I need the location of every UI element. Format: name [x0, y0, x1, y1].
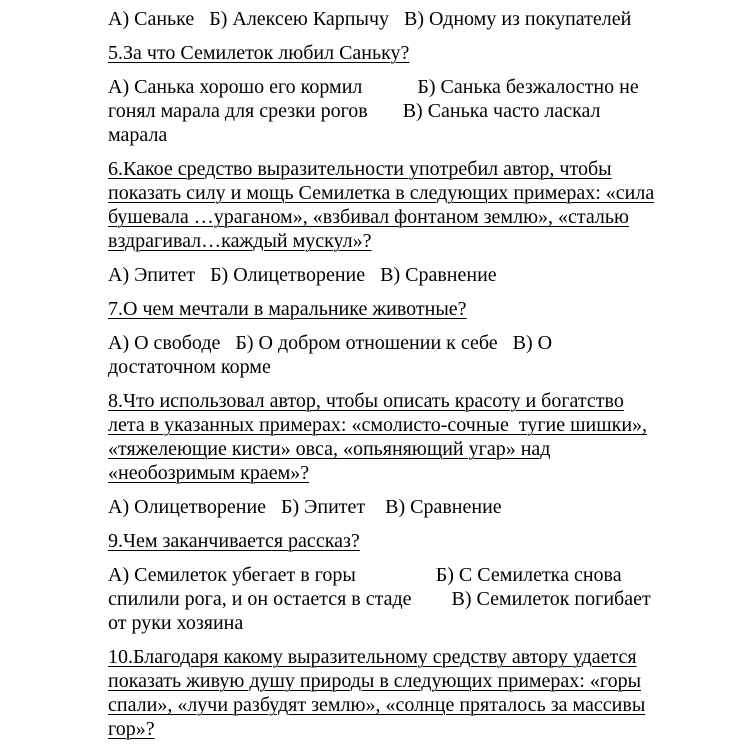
q6-question-line-2: показать силу и мощь Семилетка в следующих примерах: «сила: [108, 182, 655, 204]
q6-question-line-3: бушевала …ураганом», «взбивал фонтаном землю», «сталью: [108, 206, 629, 228]
q7-answer-line-2: достаточном корме: [108, 356, 271, 378]
q8-question-line-3: «тяжелеющие кисти» овса, «опьяняющий угар» над: [108, 438, 551, 460]
q5-answer-line-3: марала: [108, 124, 168, 146]
q8-answer-options: А) Олицетворение Б) Эпитет В) Сравнение: [108, 496, 502, 518]
q10-question-line-4: гор»?: [108, 718, 155, 740]
q9-answer-line-3: от руки хозяина: [108, 612, 244, 634]
q5-question: 5.За что Семилеток любил Саньку?: [108, 42, 410, 64]
q6-question-line-1: 6.Какое средство выразительности употребил автор, чтобы: [108, 158, 612, 180]
q6-question-line-4: вздрагивал…каждый мускул»?: [108, 230, 372, 252]
q10-question-line-1: 10.Благодаря какому выразительному средству автору удается: [108, 646, 637, 668]
q5-answer-line-2: гонял марала для срезки рогов В) Санька часто ласкал: [108, 100, 601, 122]
q9-answer-line-1: А) Семилеток убегает в горы Б) С Семилетка снова: [108, 564, 622, 586]
q9-question: 9.Чем заканчивается рассказ?: [108, 530, 360, 552]
q4-answer-options: А) Саньке Б) Алексею Карпычу В) Одному из покупателей: [108, 8, 632, 30]
q7-question: 7.О чем мечтали в маральнике животные?: [108, 298, 467, 320]
q8-question-line-4: «необозримым краем»?: [108, 462, 310, 484]
q10-question-line-3: спали», «лучи разбудят землю», «солнце пряталось за массивы: [108, 694, 646, 716]
q5-answer-line-1: А) Санька хорошо его кормил Б) Санька безжалостно не: [108, 76, 639, 98]
q7-answer-line-1: А) О свободе Б) О добром отношении к себе В) О: [108, 332, 553, 354]
q8-question-line-2: лета в указанных примерах: «смолисто-сочные тугие шишки»,: [108, 414, 648, 436]
q6-answer-options: А) Эпитет Б) Олицетворение В) Сравнение: [108, 264, 497, 286]
q9-answer-line-2: спилили рога, и он остается в стаде В) Семилеток погибает: [108, 588, 651, 610]
q10-question-line-2: показать живую душу природы в следующих примерах: «горы: [108, 670, 642, 692]
q8-question-line-1: 8.Что использовал автор, чтобы описать красоту и богатство: [108, 390, 624, 412]
